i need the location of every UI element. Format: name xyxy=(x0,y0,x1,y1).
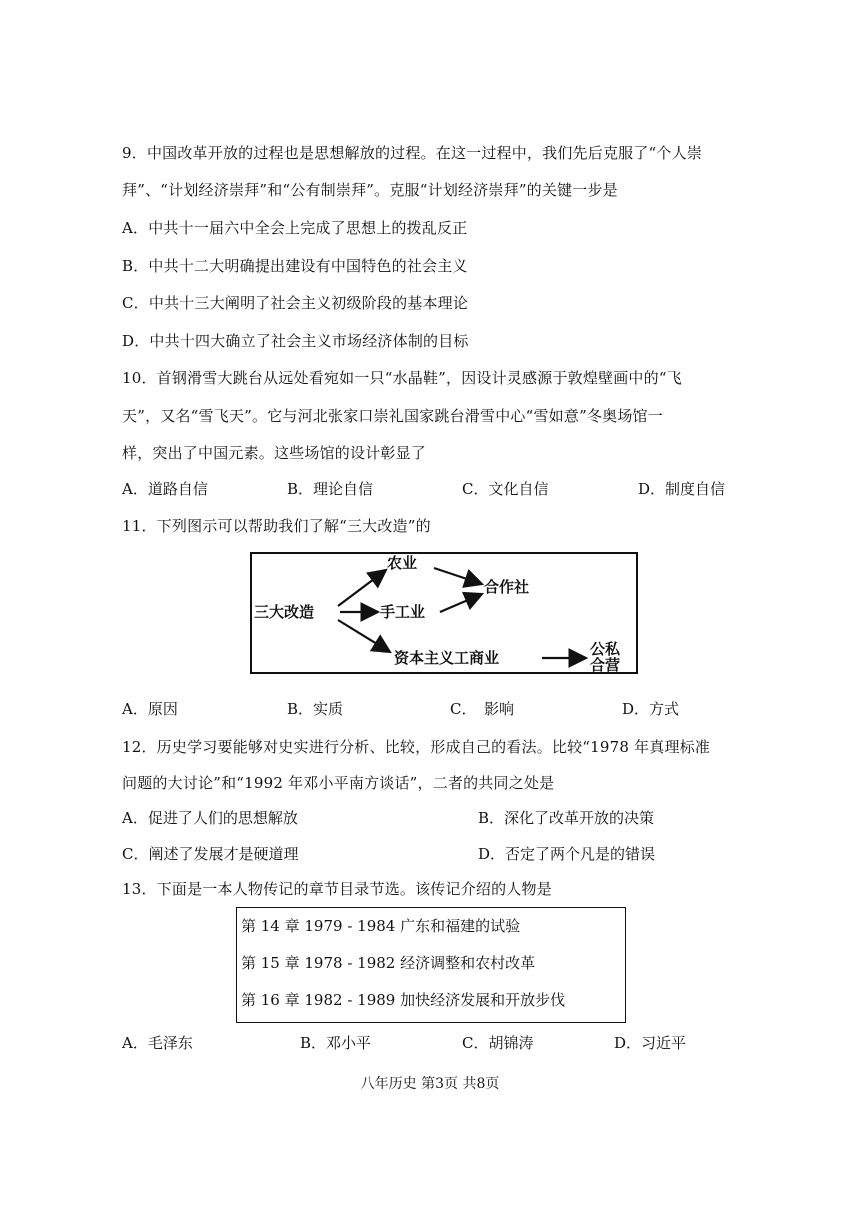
diagram-joint-label-line1: 公私 xyxy=(590,640,621,658)
q10-option-d: D．制度自信 xyxy=(638,480,726,498)
diagram-handicraft-label: 手工业 xyxy=(380,603,426,621)
q9-option-a: A．中共十一届六中全会上完成了思想上的拨乱反正 xyxy=(122,219,468,237)
q12-option-b: B．深化了改革开放的决策 xyxy=(478,809,655,827)
q12-option-c: C．阐述了发展才是硬道理 xyxy=(122,845,299,863)
page-footer: 八年历史 第3页 共8页 xyxy=(360,1076,500,1092)
q12-stem-line2: 问题的大讨论”和“1992 年邓小平南方谈话”，二者的共同之处是 xyxy=(122,774,555,792)
q11-option-c: C． 影响 xyxy=(450,700,514,718)
diagram-capitalist-label: 资本主义工商业 xyxy=(394,649,500,667)
arrow-to-agriculture xyxy=(338,570,386,606)
three-reforms-diagram xyxy=(250,552,638,674)
q12-option-a: A．促进了人们的思想解放 xyxy=(122,809,298,827)
toc-chapter-14: 第 14 章 1979 - 1984 广东和福建的试验 xyxy=(241,917,521,935)
q10-option-b: B．理论自信 xyxy=(287,480,374,498)
biography-toc-box xyxy=(236,907,626,1023)
arrow-agriculture-to-cooperative xyxy=(434,568,482,584)
q9-option-c: C．中共十三大阐明了社会主义初级阶段的基本理论 xyxy=(122,294,469,312)
q9-stem-line1: 9．中国改革开放的过程也是思想解放的过程。在这一过程中，我们先后克服了“个人崇 xyxy=(122,144,703,162)
q10-option-a: A．道路自信 xyxy=(122,480,208,498)
q9-stem-line2: 拜”、“计划经济崇拜”和“公有制崇拜”。克服“计划经济崇拜”的关键一步是 xyxy=(122,181,618,199)
diagram-source-label: 三大改造 xyxy=(254,603,315,621)
q11-option-a: A．原因 xyxy=(122,700,178,718)
q10-option-c: C．文化自信 xyxy=(462,480,549,498)
q11-stem: 11．下列图示可以帮助我们了解“三大改造”的 xyxy=(122,517,431,535)
arrow-handicraft-to-cooperative xyxy=(440,594,482,612)
diagram-joint-label-line2: 合营 xyxy=(590,656,621,674)
q13-option-a: A．毛泽东 xyxy=(122,1034,193,1052)
q12-stem-line1: 12．历史学习要能够对史实进行分析、比较，形成自己的看法。比较“1978 年真理标准 xyxy=(122,738,711,756)
q12-option-d: D．否定了两个凡是的错误 xyxy=(478,845,656,863)
q9-option-d: D．中共十四大确立了社会主义市场经济体制的目标 xyxy=(122,332,469,350)
q11-option-b: B．实质 xyxy=(287,700,344,718)
diagram-agriculture-label: 农业 xyxy=(387,554,418,572)
toc-chapter-15: 第 15 章 1978 - 1982 经济调整和农村改革 xyxy=(241,954,536,972)
diagram-cooperative-label: 合作社 xyxy=(484,578,530,596)
arrow-to-capitalist xyxy=(338,620,390,652)
toc-chapter-16: 第 16 章 1982 - 1989 加快经济发展和开放步伐 xyxy=(241,991,566,1009)
q10-stem-line2: 天”，又名“雪飞天”。它与河北张家口崇礼国家跳台滑雪中心“雪如意”冬奥场馆一 xyxy=(122,407,663,425)
q13-option-c: C．胡锦涛 xyxy=(462,1034,534,1052)
q13-stem: 13．下面是一本人物传记的章节目录节选。该传记介绍的人物是 xyxy=(122,880,552,898)
q13-option-d: D．习近平 xyxy=(614,1034,687,1052)
q9-option-b: B．中共十二大明确提出建设有中国特色的社会主义 xyxy=(122,257,468,275)
q10-stem-line1: 10．首钢滑雪大跳台从远处看宛如一只“水晶鞋”，因设计灵感源于敦煌壁画中的“飞 xyxy=(122,369,682,387)
q10-stem-line3: 样，突出了中国元素。这些场馆的设计彰显了 xyxy=(122,444,427,462)
q11-option-d: D．方式 xyxy=(622,700,680,718)
q13-option-b: B．邓小平 xyxy=(300,1034,372,1052)
